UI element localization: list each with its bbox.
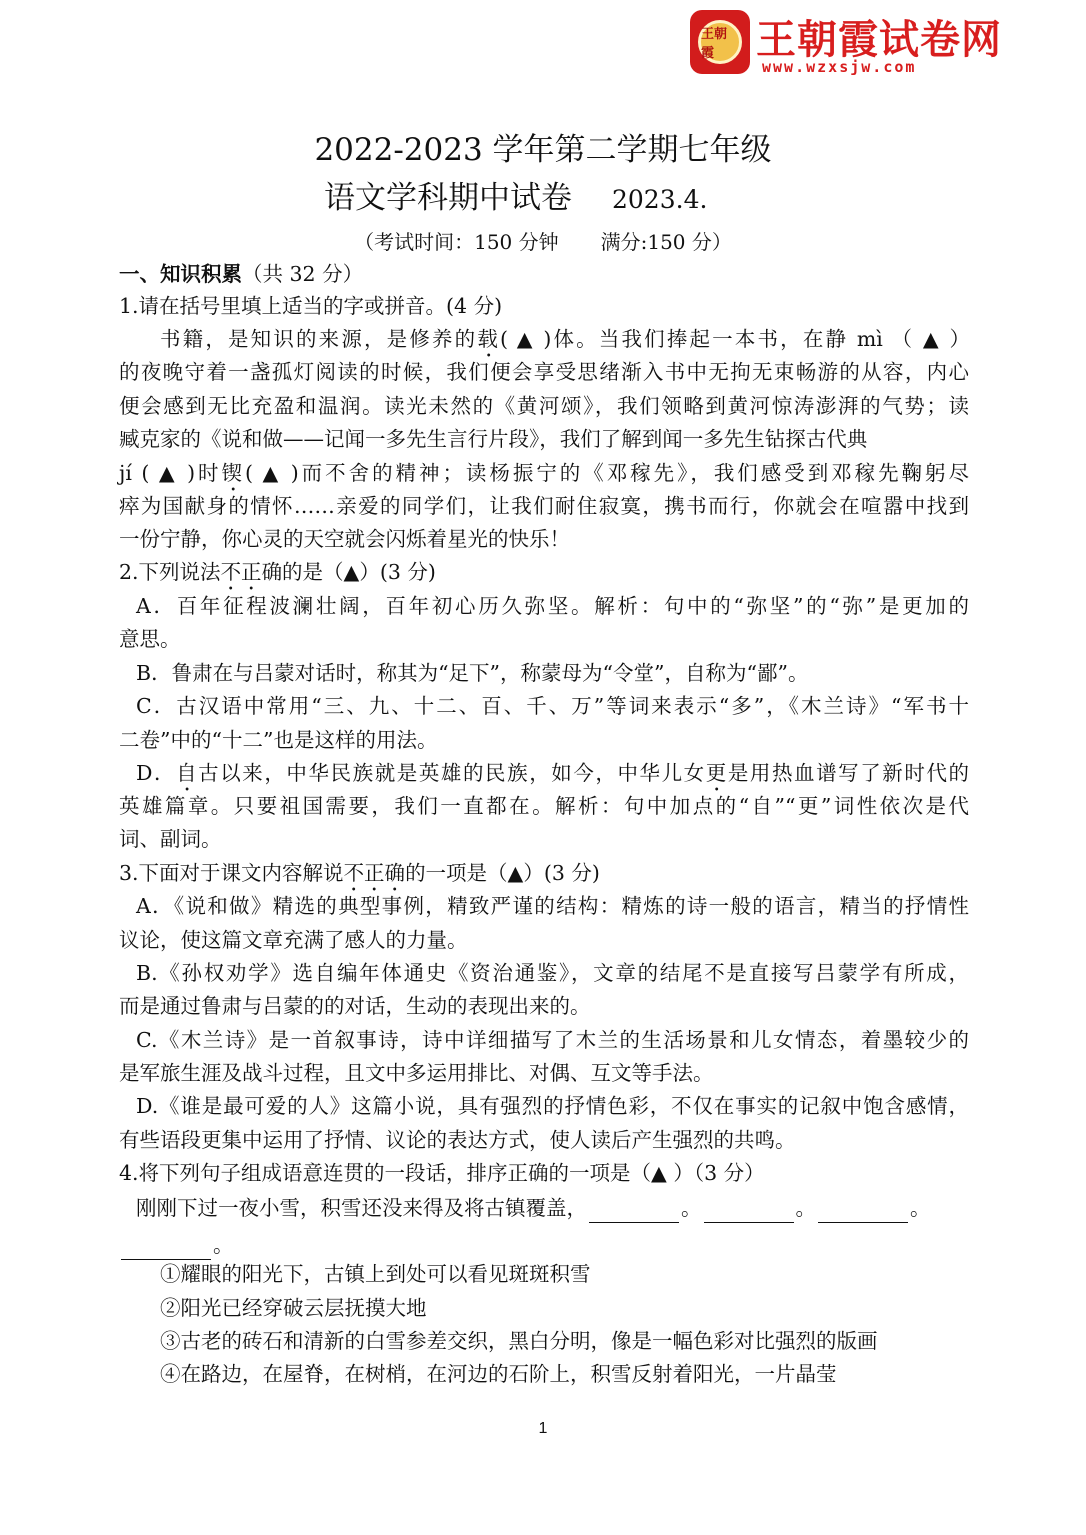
q3-option-a: A．《说和做》精选的典型事例，精致严谨的结构：精炼的诗一般的语言，精当的抒情性 [136,894,969,918]
q3-option-d-cont: 有些语段更集中运用了抒情、议论的表达方式，使人读后产生强烈的共鸣。 [119,1128,796,1152]
q3-option-a-cont: 议论，使这篇文章充满了感人的力量。 [119,928,468,952]
q2-option-c-cont: 二卷”中的“十二”也是这样的用法。 [119,728,438,752]
exam-time: （考试时间：150 分钟 [354,230,559,254]
q2-option-b: B．鲁肃在与吕蒙对话时，称其为“足下”，称蒙母为“令堂”，自称为“鄙”。 [136,661,809,685]
brand-url: www.wzxsjw.com [762,58,917,76]
exam-info [0,226,1086,255]
q1-line: 的夜晚守着一盏孤灯阅读的时候，我们便会享受思绪渐入书中无拘无束畅游的从容，内心 [119,360,969,384]
answer-blank[interactable] [589,1202,679,1223]
q1-line: 书籍，是知识的来源，是修养的载( ▲ )体。当我们捧起一本书，在静 mì （ ▲ ） [160,327,971,351]
answer-blank[interactable] [704,1202,794,1223]
q1-stem: 1.请在括号里填上适当的字或拼音。(4 分) [119,294,503,318]
exam-title-line2 [324,172,707,217]
emphasis-char: 锲 [221,461,245,485]
q1-line: 臧克家的《说和做——记闻一多先生言行片段》，我们了解到闻一多先生钻探古代典 [119,427,868,451]
emphasis-char: 不正 [220,560,262,584]
q1-line: 一份宁静，你心灵的天空就会闪烁着星光的快乐！ [119,527,570,551]
q3-option-c-cont: 是军旅生涯及战斗过程，且文中多运用排比、对偶、互文等手法。 [119,1061,714,1085]
q2-option-d-cont: 词、副词。 [119,827,222,851]
q1-line: jí ( ▲ )时锲( ▲ )而不舍的精神；读杨振宁的《邓稼先》，我们感受到邓稼先鞠躬尽 [119,461,969,485]
q2-option-a: A．百年征程波澜壮阔，百年初心历久弥坚。解析：句中的“弥坚”的“弥”是更加的 [136,594,969,618]
q4-option-4: ④在路边，在屋脊，在树梢，在河边的石阶上，积雪反射着阳光，一片晶莹 [160,1362,837,1386]
emphasis-char: 不正确 [343,861,406,885]
answer-blank[interactable] [121,1239,211,1260]
emphasis-char: 载 [477,327,501,351]
q2-option-d: D．自古以来，中华民族就是英雄的民族，如今，中华儿女更是用热血谱写了新时代的 [136,761,970,785]
q2-stem: 2.下列说法不正确的是（▲）(3 分) [119,560,436,584]
exam-date: 2023.4. [612,185,708,214]
brand-logo [690,8,1010,76]
q4-lead: 刚刚下过一夜小雪，积雪还没来得及将古镇覆盖， 。 。 。 [136,1193,931,1223]
q3-option-b: B.《孙权劝学》选自编年体通史《资治通鉴》，文章的结尾不是直接写吕蒙学有所成， [136,961,969,985]
q4-option-3: ③古老的砖石和清新的白雪参差交织，黑白分明，像是一幅色彩对比强烈的版画 [160,1329,878,1353]
q3-stem: 3.下面对于课文内容解说不正确的一项是（▲）(3 分) [119,861,600,885]
q4-option-1: ①耀眼的阳光下，古镇上到处可以看见斑斑积雪 [160,1262,591,1286]
brand-badge-icon [690,10,750,74]
emphasis-char: 更 [705,761,728,785]
q2-option-d-cont: 英雄篇章。只要祖国需要，我们一直都在。解析：句中加点的“自”“更”词性依次是代 [119,794,969,818]
q2-option-a-cont: 意思。 [119,627,181,651]
q2-option-c: C．古汉语中常用“三、九、十二、百、千、万”等词来表示“多”，《木兰诗》“军书十 [136,694,969,718]
exam-title-line1: 2022-2023 学年第二学期七年级 [314,132,772,168]
section-title: 一、知识积累 [119,262,242,286]
q4-option-2: ②阳光已经穿破云层抚摸大地 [160,1296,427,1320]
page-number: 1 [538,1420,548,1437]
q4-stem: 4.将下列句子组成语意连贯的一段话，排序正确的一项是（▲ ）（3 分） [119,1161,765,1185]
brand-name: 王朝霞试卷网 [756,17,1002,63]
section-heading [119,259,363,289]
answer-blank[interactable] [818,1202,908,1223]
q1-line: 瘁为国献身的情怀……亲爱的同学们，让我们耐住寂寞，携书而行，你就会在喧嚣中找到 [119,494,969,518]
q3-option-b-cont: 而是通过鲁肃与吕蒙的的对话，生动的表现出来的。 [119,994,591,1018]
exam-score: 满分:150 分） [600,230,732,254]
section-points: （共 32 分） [242,262,364,286]
brand-badge-text: 王朝霞 [698,20,742,64]
emphasis-char: 自 [176,761,199,785]
q3-option-c: C.《木兰诗》是一首叙事诗，诗中详细描写了木兰的生活场景和儿女情态，着墨较少的 [136,1028,969,1052]
q4-lead-cont: 。 [119,1230,234,1260]
exam-subject-title: 语文学科期中试卷 [324,180,572,216]
q3-option-d: D.《谁是最可爱的人》这篇小说，具有强烈的抒情色彩，不仅在事实的记叙中饱含感情， [136,1094,969,1118]
q1-line: 便会感到无比充盈和温润。读光未然的《黄河颂》，我们领略到黄河惊涛澎湃的气势；读 [119,394,969,418]
